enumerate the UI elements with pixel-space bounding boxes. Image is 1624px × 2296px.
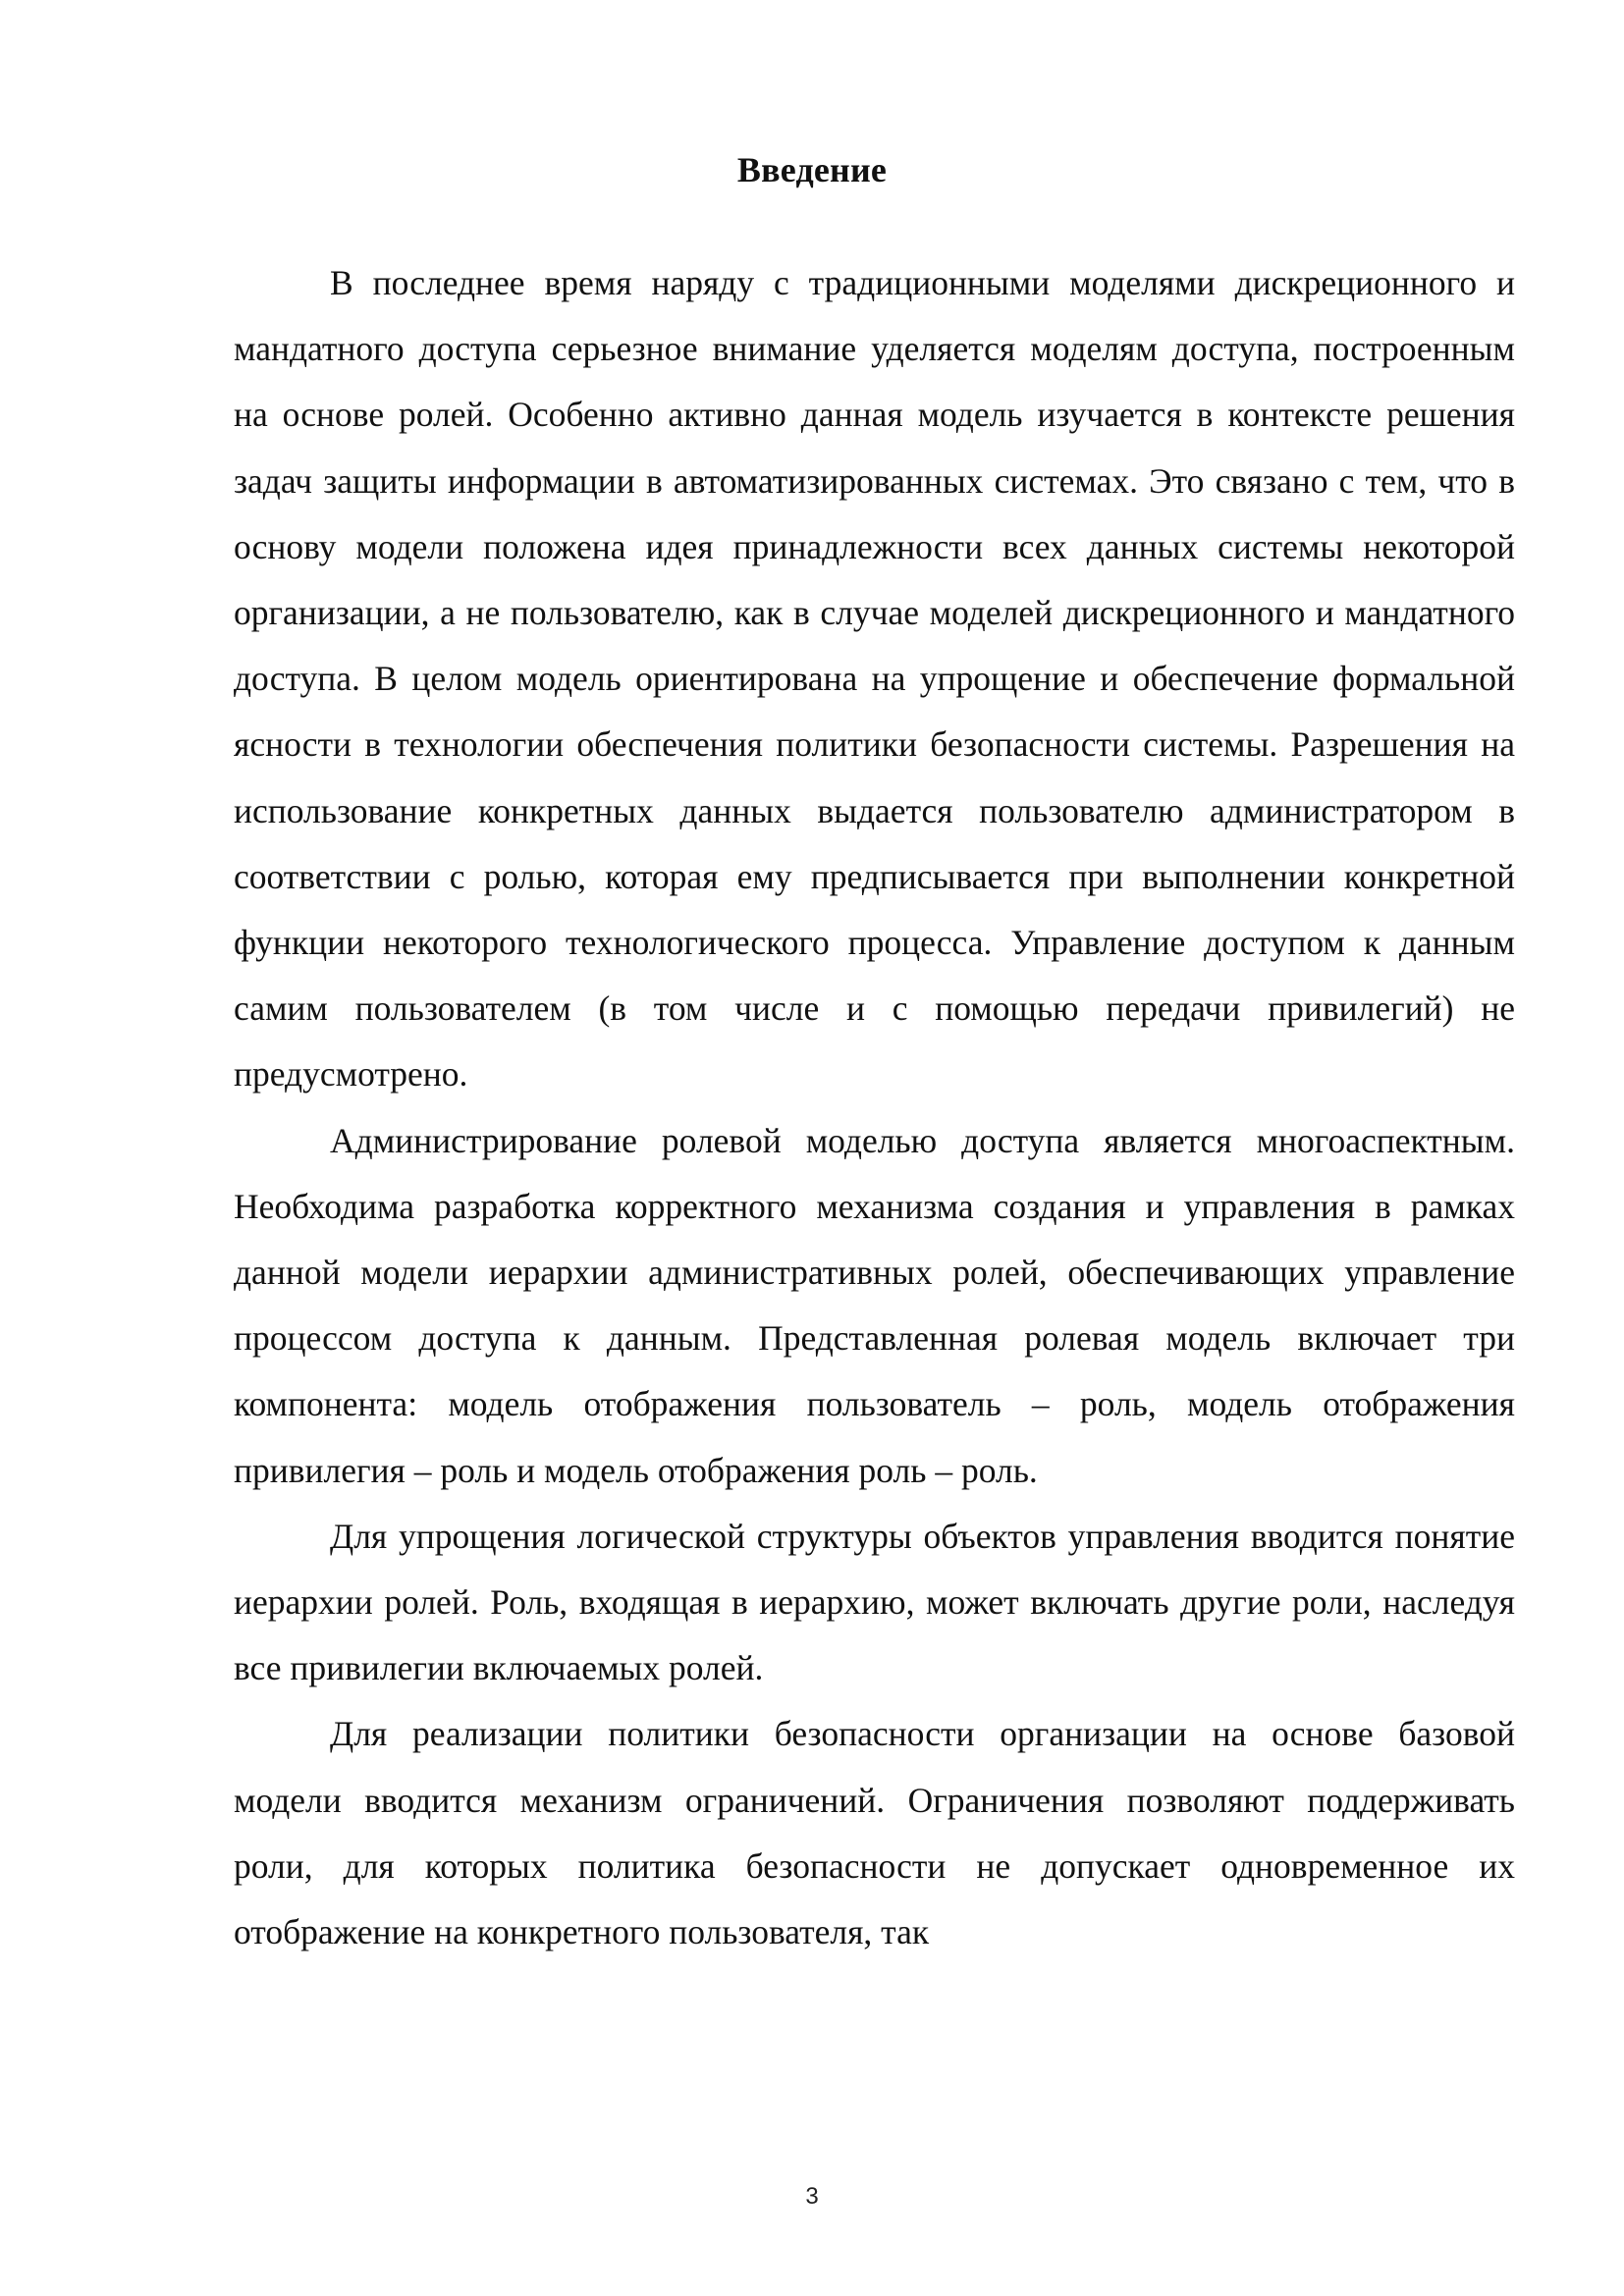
paragraph-1: В последнее время наряду с традиционными моделями дискреционного и мандатного доступа серьезное внимание уделяется моделям доступа, построенным на основе ролей. Особенно активно данная модель изучается в контексте решения задач защиты информации в автоматизированных системах. Это связано с тем, что в основу модели положена идея принадлежности всех данных системы некоторой организации, а не пользователю, как в случае моделей дискреционного и мандатного доступа. В целом модель ориентирована на упрощение и обеспечение формальной ясности в технологии обеспечения политики безопасности системы. Разрешения на использование конкретных данных выдается пользователю администратором в соответствии с ролью, которая ему предписывается при выполнении конкретной функции некоторого технологического процесса. Управление доступом к данным самим пользователем (в том числе и с помощью передачи привилегий) не предусмотрено. [234,263,1515,1095]
page-number: 3 [805,2183,819,2210]
section-title: Введение [736,150,888,189]
document-body [234,250,1515,1965]
paragraph-2: Администрирование ролевой моделью доступа является многоаспектным. Необходима разработка корректного механизма создания и управления в рамках данной модели иерархии административных ролей, обеспечивающих управление процессом доступа к данным. Представленная ролевая модель включает три компонента: модель отображения пользователь – роль, модель отображения привилегия – роль и модель отображения роль – роль. [234,1120,1515,1490]
paragraph-4: Для реализации политики безопасности организации на основе базовой модели вводится механизм ограничений. Ограничения позволяют поддерживать роли, для которых политика безопасности не допускает одновременное их отображение на конкретного пользователя, так [234,1714,1515,1952]
paragraph-3: Для упрощения логической структуры объектов управления вводится понятие иерархии ролей. Роль, входящая в иерархию, может включать другие роли, наследуя все привилегии включаемых ролей. [234,1516,1515,1688]
